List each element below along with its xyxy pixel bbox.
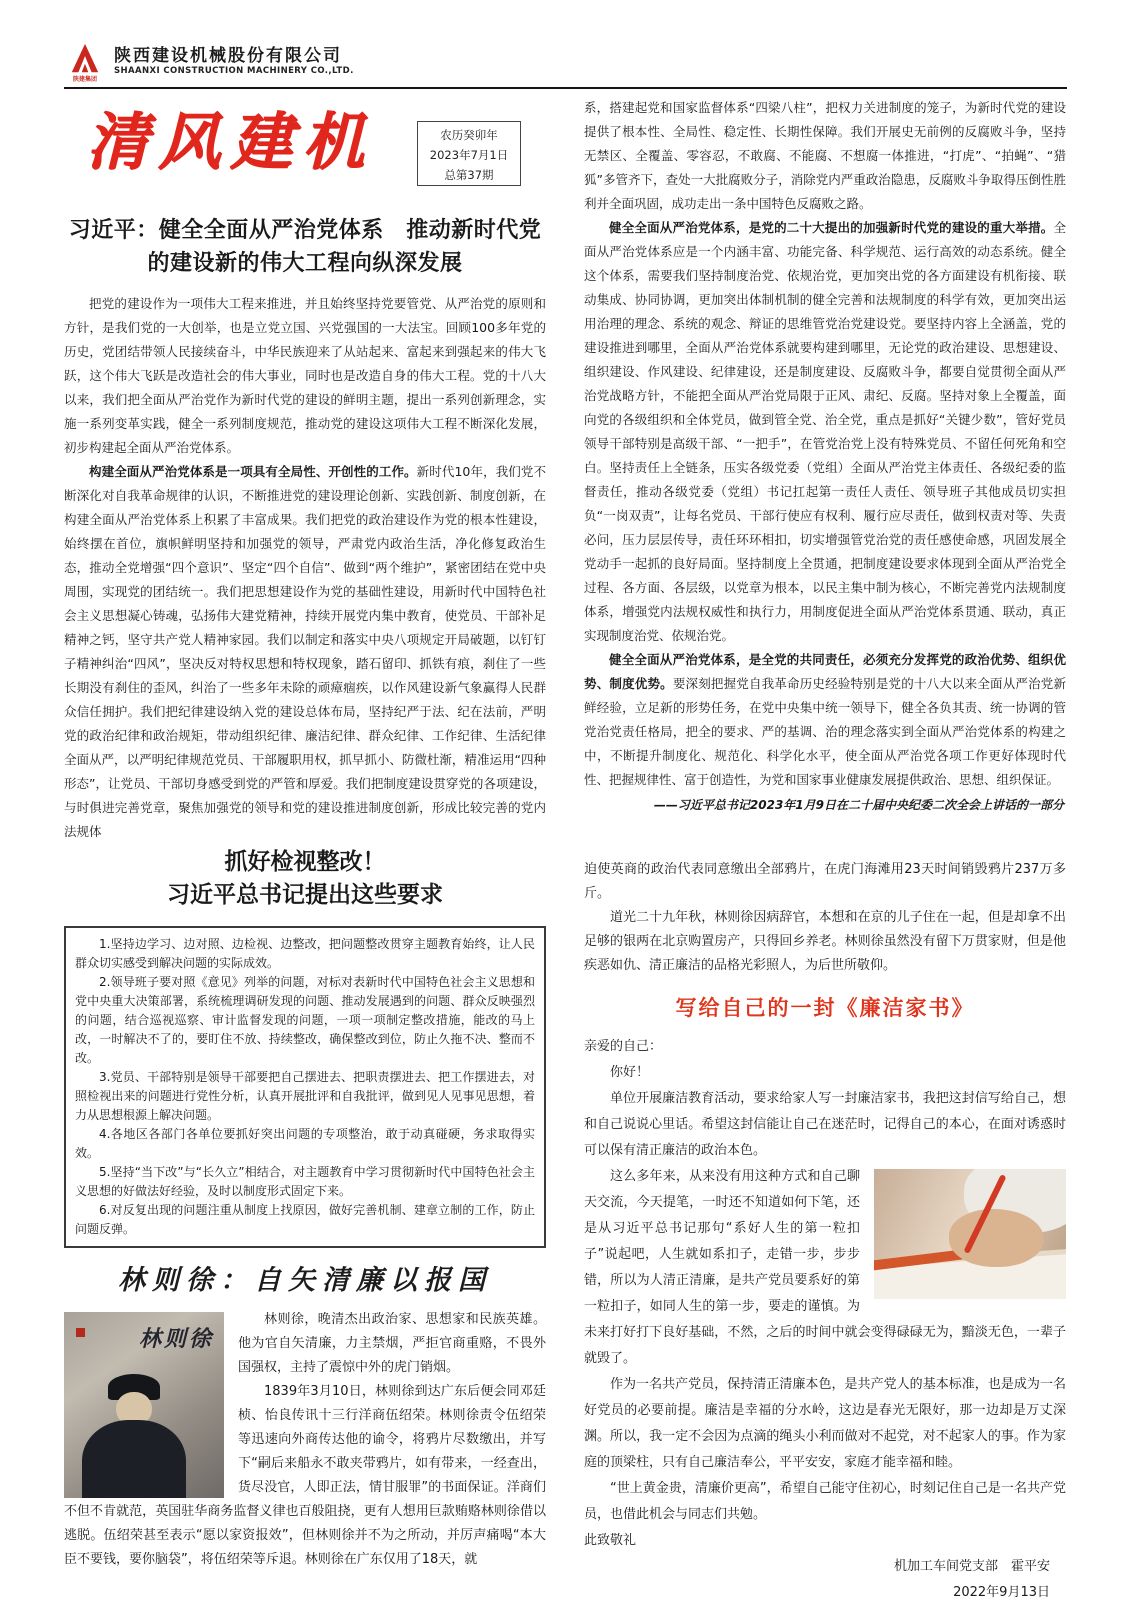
article1-paragraph-5-lead: 健全全面从严治党体系，是全党的共同责任，必须充分发挥党的政治优势、组织优势、制度优势。 — [584, 652, 1066, 691]
article1-paragraph-2-lead: 构建全面从严治党体系是一项具有全局性、开创性的工作。 — [89, 464, 417, 479]
linzexu-paragraph-3: 道光二十九年秋，林则徐因病辞官，本想和在京的儿子住在一起，但是却拿不出足够的银两在北京购置房产，只得回乡养老。林则徐虽然没有留下万贯家财，但是他疾恶如仇、清正廉洁的品格光彩照人，为后世所敬仰。 — [584, 910, 1066, 973]
bottom-right-column — [584, 858, 1066, 1600]
letter-signature: 机加工车间党支部 霍平安 — [893, 1559, 1050, 1574]
linzexu-paragraph-1: 林则徐，晚清杰出政治家、思想家和民族英雄。他为官自矢清廉，力主禁烟，严拒官商重赂，不畏外国强权，主持了震惊中外的虎门销烟。 — [238, 1312, 546, 1375]
article1-paragraph-5-body: 要深刻把握党自我革命历史经验特别是党的十八大以来全面从严治党新鲜经验，立足新的形势任务，在党中央集中统一领导下，健全各负其责、统一协调的管党治党责任格局，把全的要求、严的基调、治的理念落实到全面从严治党体系的构建之中，不断提升制度化、规范化、科学化水平，使全面从严治党各项工作更好体现时代性、把握规律性、富于创造性，为党和国家事业健康发展提供政治、思想、组织保证。 — [584, 676, 1066, 787]
requirement-item-5: 5.坚持“当下改”与“长久立”相结合，对主题教育中学习贯彻新时代中国特色社会主义思想的好做法好经验，及时以制度形式固定下来。 — [75, 1165, 535, 1198]
article1-paragraph-4 — [584, 216, 1066, 648]
linzexu-paragraph-2-continued: 迫使英商的政治代表同意缴出全部鸦片，在虎门海滩用23天时间销毁鸦片237万多斤。 — [584, 862, 1066, 901]
issue-box — [417, 121, 521, 186]
letter-paragraph-4: “世上黄金贵，清廉价更高”，希望自己能守住初心，时刻记住自己是一名共产党员，也借此机会与同志们共勉。 — [584, 1481, 1066, 1522]
article1-paragraph-3: 系，搭建起党和国家监督体系“四梁八柱”，把权力关进制度的笼子，为新时代党的建设提供了根本性、全局性、稳定性、长期性保障。我们开展史无前例的反腐败斗争，坚持无禁区、全覆盖、零容忍，不敢腐、不能腐、不想腐一体推进，“打虎”、“拍蝇”、“猎狐”多管齐下，查处一大批腐败分子，消除党内严重政治隐患，反腐败斗争取得压倒性胜利并全面巩固，成功走出一条中国特色反腐败之路。 — [584, 100, 1066, 211]
logo-caption: 陕建集团 — [72, 76, 97, 83]
requirement-item-6: 6.对反复出现的问题注重从制度上找原因，做好完善机制、建章立制的工作，防止问题反弹。 — [75, 1203, 535, 1236]
requirement-item-4: 4.各地区各部门各单位要抓好突出问题的专项整治，敢于动真碰硬，务求取得实效。 — [75, 1127, 535, 1160]
company-names — [114, 42, 354, 77]
company-header — [64, 42, 354, 83]
portrait-seal — [76, 1328, 85, 1337]
letter-article-title: 写给自己的一封《廉洁家书》 — [675, 996, 975, 1020]
requirements-box — [64, 926, 546, 1248]
article1-paragraph-5 — [584, 648, 1066, 792]
linzexu-paragraph-2: 1839年3月10日，林则徐到达广东后便会同邓廷桢、怡良传讯十三行洋商伍绍荣。林则徐责令伍绍荣等迅速向外商传达他的谕令，将鸦片尽数缴出，并写下“嗣后来船永不敢夹带鸦片，如有带来，一经查出，货尽没官，人即正法，情甘服罪”的书面保证。洋商们不但不肯就范，英国驻华商务监督义律也百般阻挠，更有人想用巨款贿赂林则徐借以逃脱。伍绍荣甚至表示“愿以家资报效”，但林则徐并不为之所动，并厉声痛喝“本大臣不要钱，要你脑袋”，将伍绍荣等斥退。林则徐在广东仅用了18天，就 — [64, 1384, 546, 1567]
letter-date: 2022年9月13日 — [953, 1585, 1050, 1600]
issue-date: 2023年7月1日 — [429, 148, 509, 162]
photo-hand — [949, 1209, 1044, 1267]
article1-paragraph-1: 把党的建设作为一项伟大工程来推进，并且始终坚持党要管党、从严治党的原则和方针，是我们党的一大创举，也是立党立国、兴党强国的一大法宝。回顾100多年党的历史，党团结带领人民接续奋斗，中华民族迎来了从站起来、富起来到强起来的伟大飞跃，这个伟大飞跃是改造社会的伟大事业，同时也是改造自身的伟大工程。党的十八大以来，我们把全面从严治党作为新时代党的建设的鲜明主题，提出一系列创新理念，实施一系列变革实践，健全一系列制度规范，推动党的建设这项伟大工程不断深化发展，初步构建起全面从严治党体系。 — [64, 296, 546, 455]
letter-closing: 此致敬礼 — [584, 1533, 637, 1548]
article2-headline-line2: 习近平总书记提出这些要求 — [167, 882, 443, 908]
linzexu-article-body — [64, 1308, 546, 1572]
issue-number: 总第37期 — [444, 168, 494, 182]
portrait-calligraphy-caption: 林则徐 — [138, 1327, 214, 1352]
article1-paragraph-2-body: 新时代10年，我们党不断深化对自我革命规律的认识，不断推进党的建设理论创新、实践创新、制度创新，在构建全面从严治党体系上积累了丰富成果。我们把党的政治建设作为党的根本性建设，始终摆在首位，旗帜鲜明坚持和加强党的领导，严肃党内政治生活，净化修复政治生态，推动全党增强“四个意识”、坚定“四个自信”、做到“两个维护”，紧密团结在党中央周围，实现党的团结统一。我们把思想建设作为党的基础性建设，用新时代中国特色社会主义思想凝心铸魂，弘扬伟大建党精神，持续开展党内集中教育，使党员、干部补足精神之钙，坚守共产党人精神家园。我们以制定和落实中央八项规定开局破题，以钉钉子精神纠治“四风”，坚决反对特权思想和特权现象，踏石留印、抓铁有痕，刹住了一些长期没有刹住的歪风，纠治了一些多年未除的顽瘴痼疾，以作风建设新气象赢得人民群众信任拥护。我们把纪律建设纳入党的建设总体布局，坚持纪严于法、纪在法前，严明党的政治纪律和政治规矩，带动组织纪律、廉洁纪律、群众纪律、工作纪律、生活纪律全面从严，以严明纪律规范党员、干部履职用权，抓早抓小、防微杜渐，精准运用“四种形态”，让党员、干部切身感受到党的严管和厚爱。我们把制度建设贯穿党的各项建设，与时俱进完善党章，聚焦加强党的领导和党的建设推进制度创新，形成比较完善的党内法规体 — [64, 464, 546, 839]
requirement-item-3: 3.党员、干部特别是领导干部要把自己摆进去、把职责摆进去、把工作摆进去，对照检视出来的问题进行党性分析，认真开展批评和自我批评，做到见人见事见思想，着力从思想根源上解决问题。 — [75, 1070, 535, 1122]
issue-lunar-year: 农历癸卯年 — [440, 128, 498, 142]
article2-headline-line1: 抓好检视整改！ — [224, 849, 386, 875]
bottom-left-column — [64, 846, 546, 1572]
company-logo — [64, 42, 106, 83]
company-name-cn: 陕西建设机械股份有限公司 — [114, 46, 342, 66]
letter-paragraph-2: 这么多年来，从来没有用这种方式和自己聊天交流，今天提笔，一时还不知道如何下笔，还是从习近平总书记那句“系好人生的第一粒扣子”说起吧，人生就如系扣子，走错一步，步步错，所以为人清正清廉，是共产党员要系好的第一粒扣子，如同人生的第一步，要走的谨慎。为未来打好打下良好基础，不然，之后的时间中就会变得碌碌无为，黯淡无色，一辈子就毁了。 — [584, 1169, 1066, 1366]
article1-paragraph-4-body: 全面从严治党体系应是一个内涵丰富、功能完备、科学规范、运行高效的动态系统。健全这个体系，需要我们坚持制度治党、依规治党，更加突出党的各方面建设有机衔接、联动集成、协同协调，更加突出体制机制的健全完善和法规制度的科学有效，更加突出运用治理的理念、系统的观念、辩证的思维管党治党建设党。要坚持内容上全涵盖，党的建设推进到哪里，全面从严治党体系就要构建到哪里，无论党的政治建设、思想建设、组织建设、作风建设、纪律建设，还是制度建设、反腐败斗争，都要自觉贯彻全面从严治党战略方针，不能把全面从严治党局限于正风、肃纪、反腐。坚持对象上全覆盖，面向党的各级组织和全体党员，做到管全党、治全党，重点是抓好“关键少数”，管好党员领导干部特别是高级干部、“一把手”，在管党治党上没有特殊党员、不留任何死角和空白。坚持责任上全链条，压实各级党委（党组）全面从严治党主体责任、各级纪委的监督责任，推动各级党委（党组）书记扛起第一责任人责任、领导班子其他成员切实担负“一岗双责”，让每名党员、干部行使应有权利、履行应尽责任，做到权责对等、失责必问，压力层层传导，责任环环相扣，切实增强管党治党的责任感使命感，巩固发展全党动手一起抓的良好局面。坚持制度上全贯通，把制度建设要求体现到全面从严治党全过程、各方面、各层级，以党章为根本，以民主集中制为核心，不断完善党内法规制度体系，增强党内法规权威性和执行力，用制度促进全面从严治党体系贯通、联动，真正实现制度治党、依规治党。 — [584, 220, 1066, 643]
linzexu-article-title: 林则徐：自矢清廉以报国 — [118, 1265, 492, 1296]
portrait-robe-shape — [82, 1420, 186, 1498]
article1-right-column — [584, 96, 1066, 813]
requirement-item-1: 1.坚持边学习、边对照、边检视、边整改，把问题整改贯穿主题教育始终，让人民群众切实感受到解决问题的实际成效。 — [75, 937, 535, 970]
article1-headline: 习近平：健全全面从严治党体系 推动新时代党的建设新的伟大工程向纵深发展 — [68, 218, 542, 276]
letter-greeting: 你好！ — [610, 1065, 650, 1080]
letter-paragraph-1: 单位开展廉洁教育活动，要求给家人写一封廉洁家书，我把这封信写给自己，想和自己说说心里话。希望这封信能让自己在迷茫时，记得自己的本心，在面对诱惑时可以保有清正廉洁的政治本色。 — [584, 1091, 1066, 1158]
company-logo-icon — [66, 42, 104, 76]
requirement-item-2: 2.领导班子要对照《意见》列举的问题，对标对表新时代中国特色社会主义思想和党中央重大决策部署，系统梳理调研发现的问题、推动发展遇到的问题、群众反映强烈的问题，结合巡视巡察、审计监督发现的问题，一项一项制定整改措施，能改的马上改，一时解决不了的，要盯住不放、持续整改，确保整改到位，防止久拖不决、整而不改。 — [75, 975, 535, 1065]
header-rule — [64, 87, 1067, 89]
article1-attribution: ——习近平总书记2023年1月9日在二十届中央纪委二次全会上讲话的一部分 — [653, 798, 1064, 812]
masthead-title: 清风建机 — [86, 105, 375, 178]
article2-headline — [64, 846, 546, 912]
letter-body — [584, 1034, 1066, 1600]
company-name-en: SHAANXI CONSTRUCTION MACHINERY CO.,LTD. — [114, 66, 354, 76]
article1-left-column — [64, 214, 546, 844]
letter-paragraph-3: 作为一名共产党员，保持清正清廉本色，是共产党人的基本标准，也是成为一名好党员的必要前提。廉洁是幸福的分水岭，这边是春光无限好，那一边却是万丈深渊。所以，我一定不会因为点滴的绳头小利而做对不起党，对不起家人的事。作为家庭的顶梁柱，只有自己廉洁奉公，平平安安，家庭才能幸福和睦。 — [584, 1377, 1066, 1470]
article1-paragraph-4-lead: 健全全面从严治党体系，是党的二十大提出的加强新时代党的建设的重大举措。 — [609, 220, 1054, 235]
handwriting-photo — [874, 1169, 1066, 1299]
article1-paragraph-2 — [64, 460, 546, 844]
letter-salutation: 亲爱的自己： — [584, 1039, 663, 1054]
linzexu-portrait-image — [64, 1312, 224, 1498]
